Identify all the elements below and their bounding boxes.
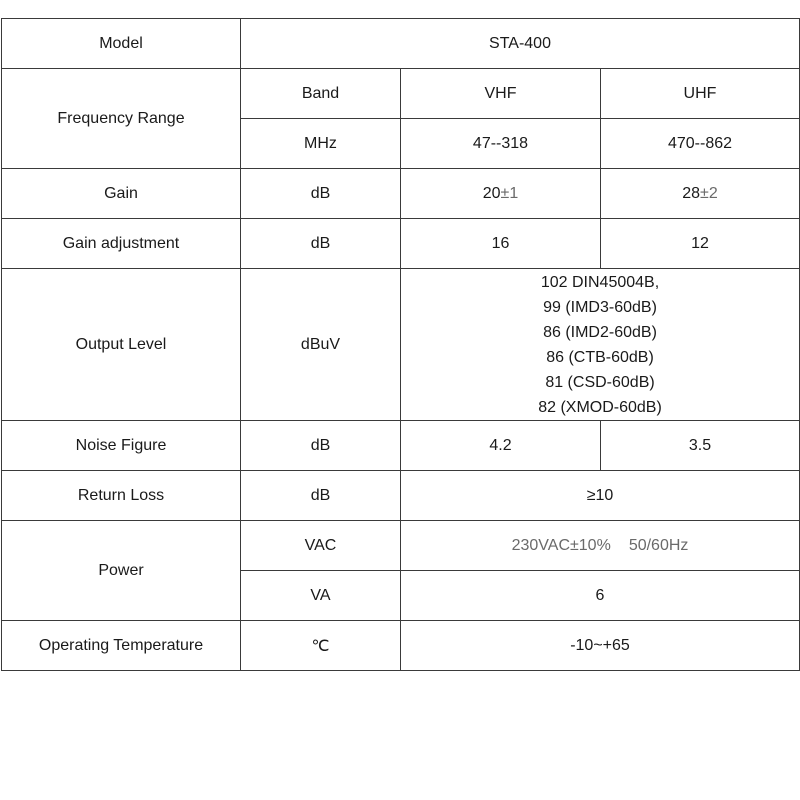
mhz-vhf: 47--318	[401, 119, 601, 169]
output-level-line: 99 (IMD3-60dB)	[543, 298, 657, 316]
band-uhf: UHF	[601, 69, 800, 119]
row-gain-adjustment	[2, 219, 800, 269]
output-level-values	[401, 269, 800, 421]
power-vac-label: VAC	[241, 521, 401, 571]
spec-table	[1, 18, 800, 671]
row-noise-figure	[2, 421, 800, 471]
gain-unit: dB	[241, 169, 401, 219]
row-power-vac	[2, 521, 800, 571]
power-vac-value	[401, 521, 800, 571]
power-vac-voltage: 230VAC±10%	[511, 536, 611, 554]
row-operating-temperature	[2, 621, 800, 671]
operating-temperature-value: -10~+65	[401, 621, 800, 671]
operating-temperature-unit: ℃	[241, 621, 401, 671]
gain-uhf-tolerance: ±2	[700, 184, 718, 202]
return-loss-unit: dB	[241, 471, 401, 521]
gain-vhf-tolerance: ±1	[500, 184, 519, 202]
row-output-level	[2, 269, 800, 421]
noise-figure-vhf: 4.2	[401, 421, 601, 471]
gain-uhf	[601, 169, 800, 219]
return-loss-label: Return Loss	[2, 471, 241, 521]
mhz-uhf: 470--862	[601, 119, 800, 169]
gain-vhf	[401, 169, 601, 219]
row-gain	[2, 169, 800, 219]
gain-uhf-base: 28	[682, 184, 701, 202]
power-va-label: VA	[241, 571, 401, 621]
power-va-value: 6	[401, 571, 800, 621]
gain-label: Gain	[2, 169, 241, 219]
gain-adjustment-unit: dB	[241, 219, 401, 269]
power-vac-frequency: 50/60Hz	[628, 536, 689, 554]
output-level-line: 81 (CSD-60dB)	[545, 373, 655, 391]
band-vhf: VHF	[401, 69, 601, 119]
output-level-line: 86 (CTB-60dB)	[546, 348, 654, 366]
output-level-line: 102 DIN45004B,	[540, 273, 660, 291]
gain-adjustment-label: Gain adjustment	[2, 219, 241, 269]
row-band	[2, 69, 800, 119]
gain-vhf-base: 20	[482, 184, 501, 202]
noise-figure-label: Noise Figure	[2, 421, 241, 471]
operating-temperature-label: Operating Temperature	[2, 621, 241, 671]
noise-figure-uhf: 3.5	[601, 421, 800, 471]
mhz-label: MHz	[241, 119, 401, 169]
noise-figure-unit: dB	[241, 421, 401, 471]
gain-adjustment-uhf: 12	[601, 219, 800, 269]
frequency-range-label: Frequency Range	[2, 69, 241, 169]
output-level-line: 82 (XMOD-60dB)	[538, 398, 662, 416]
model-value: STA-400	[241, 19, 800, 69]
output-level-line: 86 (IMD2-60dB)	[543, 323, 657, 341]
row-model	[2, 19, 800, 69]
power-label: Power	[2, 521, 241, 621]
gain-adjustment-vhf: 16	[401, 219, 601, 269]
output-level-label: Output Level	[2, 269, 241, 421]
model-label: Model	[2, 19, 241, 69]
row-return-loss	[2, 471, 800, 521]
band-label: Band	[241, 69, 401, 119]
return-loss-value: ≥10	[401, 471, 800, 521]
output-level-unit: dBuV	[241, 269, 401, 421]
